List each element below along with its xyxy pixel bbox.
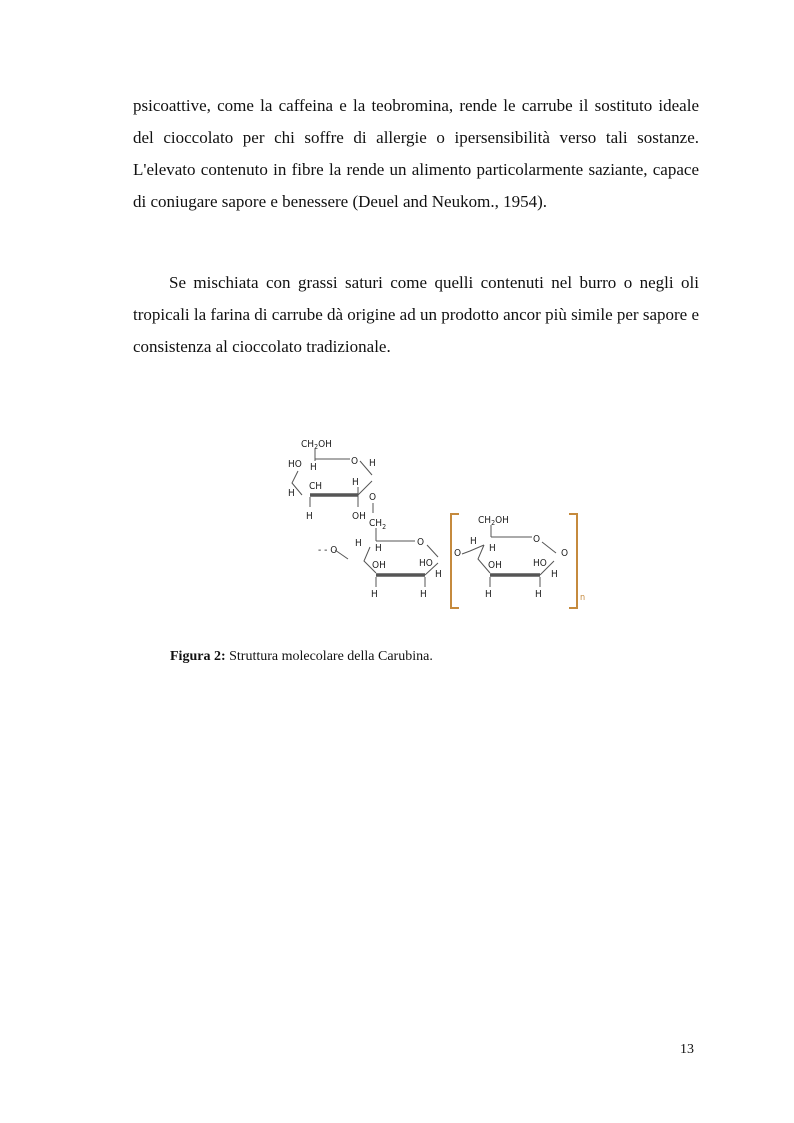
carubina-structure-figure — [280, 425, 590, 615]
top-oh-label: OH — [352, 511, 366, 522]
top-h-left-label: H — [288, 488, 295, 499]
figure-caption-label: Figura 2: — [170, 649, 226, 664]
mid-h-inner-label: H — [375, 543, 382, 554]
repeat-h-left-label: H — [470, 536, 477, 547]
figure-caption-text: Struttura molecolare della Carubina. — [229, 649, 433, 664]
repeat-oh-label: OH — [488, 560, 502, 571]
mid-h-right-label: H — [435, 569, 442, 580]
repeat-n-label: n — [580, 593, 586, 603]
top-ch-label: CH — [309, 481, 323, 492]
top-ch2oh-label: $CH_2OH$ — [301, 439, 332, 451]
top-h-inner-label: H — [352, 477, 359, 488]
top-o-link-label: O — [369, 492, 377, 503]
mid-h-bottom-left-label: H — [371, 589, 378, 600]
mid-h-bottom-right-label: H — [420, 589, 427, 600]
top-ho-label: HO — [288, 459, 302, 470]
repeat-ho-label: HO — [533, 558, 547, 569]
repeat-h-inner-label: H — [489, 543, 496, 554]
repeat-bracket-left — [451, 514, 462, 608]
mid-ch2-label: $CH_2$ — [369, 518, 387, 531]
repeat-h-right-label: H — [551, 569, 558, 580]
repeat-end-o-label: O — [561, 548, 569, 559]
figure-caption — [170, 649, 433, 665]
mid-oh-label: OH — [372, 560, 386, 571]
repeat-ch2oh-label: $CH_2OH$ — [478, 515, 509, 527]
mid-ring-o-label: O — [417, 537, 425, 548]
mid-ho-label: HO — [419, 558, 433, 569]
repeat-ring-o-label: O — [533, 534, 541, 545]
page-number: 13 — [680, 1042, 694, 1057]
body-paragraph-2: Se mischiata con grassi saturi come quelli contenuti nel burro o negli oli tropicali la farina di carrube dà origine ad un prodotto ancor più simile per sapore e consistenza al cioccolato tradizionale. — [133, 273, 699, 356]
repeat-h-bottom-left-label: H — [485, 589, 492, 600]
top-ring-o-label: O — [351, 456, 359, 467]
repeat-h-bottom-right-label: H — [535, 589, 542, 600]
mid-h-left-label: H — [355, 538, 362, 549]
top-h-right-label: H — [369, 458, 376, 469]
link-dash-label: - - O — [318, 545, 338, 556]
molecular-structure-diagram — [280, 425, 590, 615]
body-paragraph-1: psicoattive, come la caffeina e la teobromina, rende le carrube il sostituto ideale del cioccolato per chi soffre di allergie o ipersensibilità verso tali sostanze. L'elevato contenuto in fibre la rende un alimento particolarmente saziante, capace di coniugare sapore e benessere (Deuel and Neukom., 1954). — [133, 96, 699, 211]
bond — [542, 542, 556, 553]
top-h-label: H — [310, 462, 317, 473]
bridge-o-label: O — [454, 548, 462, 559]
repeat-bracket-right — [569, 514, 577, 608]
bond — [427, 545, 438, 557]
top-h-bottom-label: H — [306, 511, 313, 522]
